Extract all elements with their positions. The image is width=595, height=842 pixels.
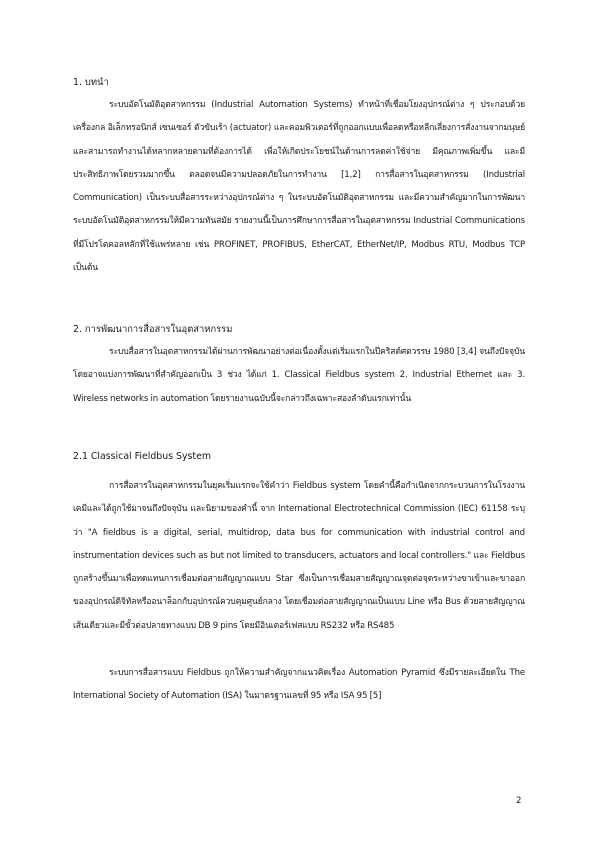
paragraph-introduction: ระบบอัตโนมัติอุตสาหกรรม (Industrial Automation Systems) ทำหน้าที่เชื่อมโยงอุปกรณ์ต่าง ๆ ประกอบด้วย เครื่องกล อิเล็กทรอนิกส์ เซนเซอร์ ตัวขับเร้า (actuator) และคอมพิวเตอร์ที่ถูกออกแบบเพื่อลดหรือหลีกเลี่ยงการสั่งงานจากมนุษย์ และสามารถทำงานได้หลากหลายตามที่ต้องการได้ เพื่อให้เกิดประโยชน์ในด้านการลดค่าใช้จ่าย มีคุณภาพเพิ่มขึ้น และมีประสิทธิภาพโดยรวมมากขึ้น ตลอดจนมีความปลอดภัยในการทำงาน [1,2] การสื่อสารในอุตสาหกรรม (Industrial Communication) เป็นระบบสื่อสารระหว่างอุปกรณ์ต่าง ๆ ในระบบอัตโนมัติอุตสาหกรรม และมีความสำคัญมากในการพัฒนาระบบอัตโนมัติอุตสาหกรรมให้มีความทันสมัย รายงานนี้เป็นการศึกษาการสื่อสารในอุตสาหกรรม Industrial Communications ที่มีโปรโตคอลหลักที่ใช้แพร่หลาย เช่น PROFINET, PROFIBUS, EtherCAT, EtherNet/IP, Modbus RTU, Modbus TCP เป็นต้น (73, 100, 525, 274)
section-heading-introduction: 1. บทนำ (73, 77, 109, 88)
paragraph-fieldbus-definition: การสื่อสารในอุตสาหกรรมในยุคเริ่มแรกจะใช้คำว่า Fieldbus system โดยคำนี้คือกำเนิดจากกระบวนการในโรงงานเคมีและได้ถูกใช้มาจนถึงปัจจุบัน และนิยามของคำนี้ จาก International Electrotechnical Commission (IEC) 61158 ระบุว่า "A fieldbus is a digital, serial, multidrop, data bus for communication with industrial control and instrumentation devices such as but not limited to transducers, actuators and local controllers." และ Fieldbus ถูกสร้างขึ้นมาเพื่อทดแทนการเชื่อมต่อสายสัญญาณแบบ Star ซึ่งเป็นการเชื่อมสายสัญญาณจุดต่อจุดระหว่างขาเข้าและขาออกของอุปกรณ์ดิจิทัลหรืออนาล็อกกับอุปกรณ์ควบคุมศูนย์กลาง โดยเชื่อมต่อสายสัญญาณเป็นแบบ Line หรือ Bus ด้วยสายสัญญาณเส้นเดียวและมีขั้วต่อปลายทางแบบ DB 9 pins โดยมีอินเตอร์เฟสแบบ RS232 หรือ RS485 (73, 481, 525, 631)
section-heading-classical-fieldbus: 2.1 Classical Fieldbus System (73, 451, 211, 462)
paragraph-development: ระบบสื่อสารในอุตสาหกรรมได้ผ่านการพัฒนาอย่างต่อเนื่องตั้งแต่เริ่มแรกในปีคริสต์ศตวรรษ 1980 [3,4] จนถึงปัจจุบัน โดยอาจแบ่งการพัฒนาที่สำคัญออกเป็น 3 ช่วง ได้แก่ 1. Classical Fieldbus system 2. Industrial Ethernet และ 3. Wireless networks in automation โดยรายงานฉบับนี้จะกล่าวถึงเฉพาะสองลำดับแรกเท่านั้น (73, 347, 525, 404)
section-heading-development: 2. การพัฒนาการสื่อสารในอุตสาหกรรม (73, 324, 233, 335)
paragraph-automation-pyramid: ระบบการสื่อสารแบบ Fieldbus ถูกให้ความสำคัญจากแนวคิดเรื่อง Automation Pyramid ซึ่งมีรายละเอียดใน The International Society of Automation (ISA) ในมาตรฐานเลขที่ 95 หรือ ISA 95 [5] (73, 668, 525, 702)
page-number: 2 (516, 796, 522, 806)
